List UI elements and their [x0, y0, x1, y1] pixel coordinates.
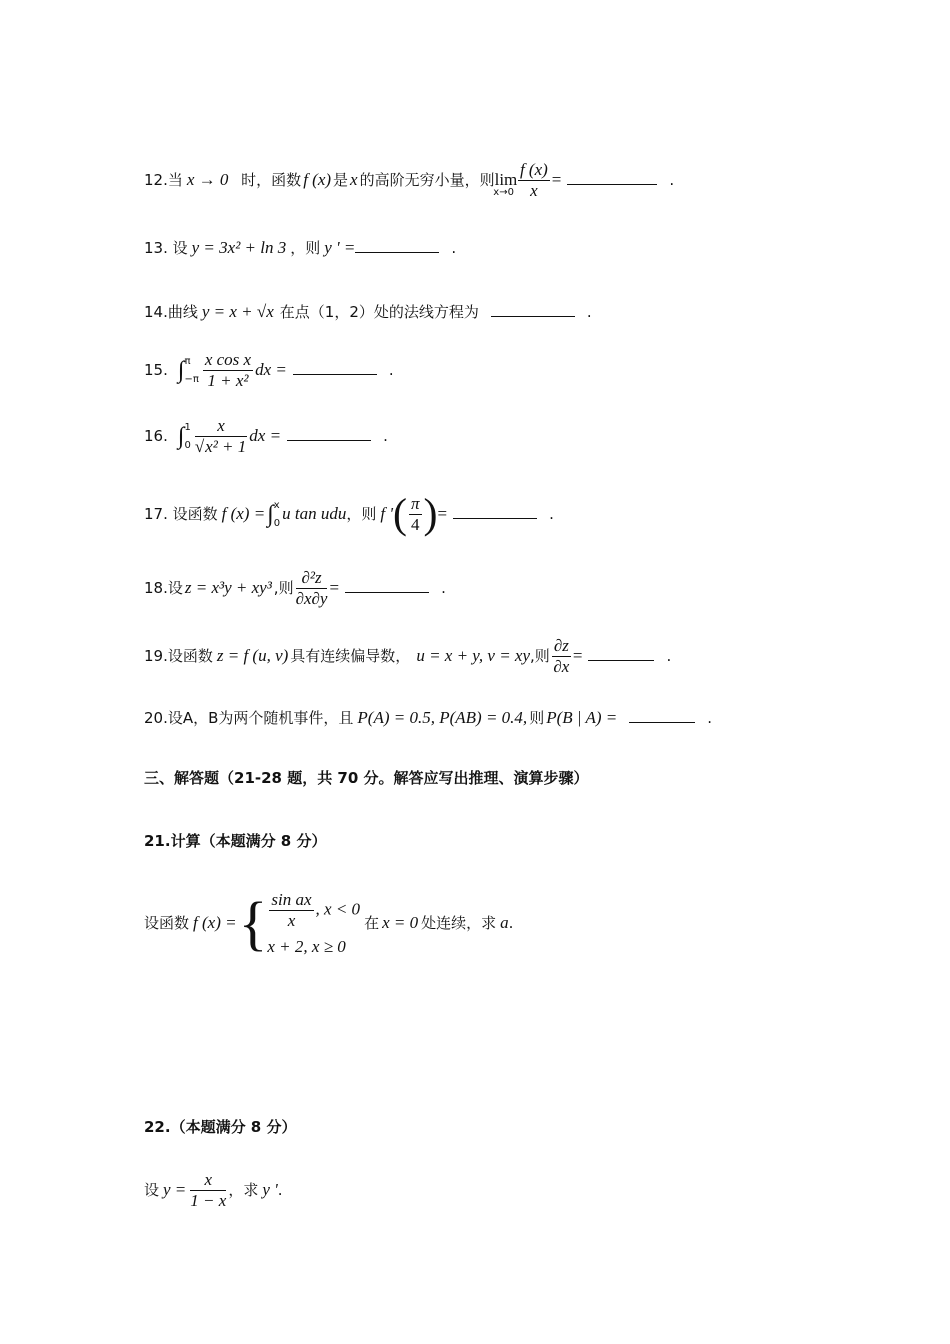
- pi-over-4: $\frac{\pi}{4}$: [411, 494, 420, 534]
- integral-sign: ∫: [177, 423, 185, 450]
- section-heading-3: 三、解答题（21-28 题，共 70 分。解答应写出推理、演算步骤）: [144, 769, 589, 787]
- answer-blank-13[interactable]: [355, 236, 439, 253]
- question-21-title: 21.计算（本题满分 8 分）: [144, 832, 327, 850]
- answer-blank-15[interactable]: [293, 358, 377, 375]
- question-22: 设 y = $\frac{x}{1 - x}$ ，求 y '.: [144, 1170, 283, 1210]
- question-15: 15. ∫ π −π $\frac{\text{x cos x}}{\text{1 + x²}}$ dx = .: [144, 350, 394, 390]
- piecewise-brace: {: [238, 890, 268, 957]
- answer-blank-19[interactable]: [588, 644, 654, 661]
- question-20: 20.设A，B为两个随机事件，且 P(A) = 0.5, P(AB) = 0.4, 则 P(B | A) = .: [144, 708, 713, 727]
- answer-blank-18[interactable]: [345, 576, 429, 593]
- y-fraction: $\frac{x}{1 - x}$: [190, 1170, 227, 1210]
- integrand-fraction-15: $\frac{\text{x cos x}}{\text{1 + x²}}$: [204, 350, 252, 390]
- piecewise-cases: $\frac{\text{sin ax}}{x}$ , x < 0 x + 2, x ≥ 0: [267, 890, 361, 956]
- partial-derivative-19: $\frac{\partial z}{\partial x}$: [553, 636, 570, 676]
- integral-sign: ∫: [267, 501, 274, 528]
- question-13: 13. 设 y = 3x² + ln 3 ，则 y ' = .: [144, 238, 457, 257]
- limit-fraction: $\frac{f (x)}{x}$: [519, 160, 548, 200]
- integrand-fraction-16: $\frac{x}{\text{√x² + 1}}$: [194, 416, 247, 456]
- answer-blank-17[interactable]: [453, 502, 537, 519]
- answer-blank-12[interactable]: [567, 168, 657, 185]
- question-16: 16. ∫ 1 0 $\frac{x}{\text{√x² + 1}}$ dx = .: [144, 416, 388, 456]
- question-22-title: 22.（本题满分 8 分）: [144, 1118, 297, 1136]
- question-18: 18.设 z = x³y + xy³ ,则 $\frac{\text{∂²z}}{\partial x\partial y}$ = .: [144, 568, 446, 608]
- partial-derivative-18: $\frac{\text{∂²z}}{\partial x\partial y}$: [295, 568, 328, 608]
- answer-blank-14[interactable]: [491, 300, 575, 317]
- answer-blank-20[interactable]: [629, 706, 695, 723]
- question-14: 14.曲线 y = x + √x 在点（1，2）处的法线方程为 .: [144, 302, 592, 321]
- question-12: 12.当 x → 0 时，函数 f (x) 是 x 的高阶无穷小量，则limx→0 $\frac{f (x)}{x}$ = .: [144, 160, 675, 200]
- question-17: 17. 设函数 f (x) =∫ x 0 u tan udu，则 f '( $\frac{\pi}{4}$ )= .: [144, 491, 554, 538]
- integral-sign: ∫: [177, 357, 185, 384]
- question-21: 设函数 f (x) ={ $\frac{\text{sin ax}}{x}$ , x < 0 x + 2, x ≥ 0 在 x = 0 处连续，求 a.: [144, 890, 514, 957]
- question-19: 19.设函数 z = f (u, v) 具有连续偏导数， u = x + y, v = xy,则 $\frac{\partial z}{\partial x}$ = .: [144, 636, 672, 676]
- answer-blank-16[interactable]: [287, 424, 371, 441]
